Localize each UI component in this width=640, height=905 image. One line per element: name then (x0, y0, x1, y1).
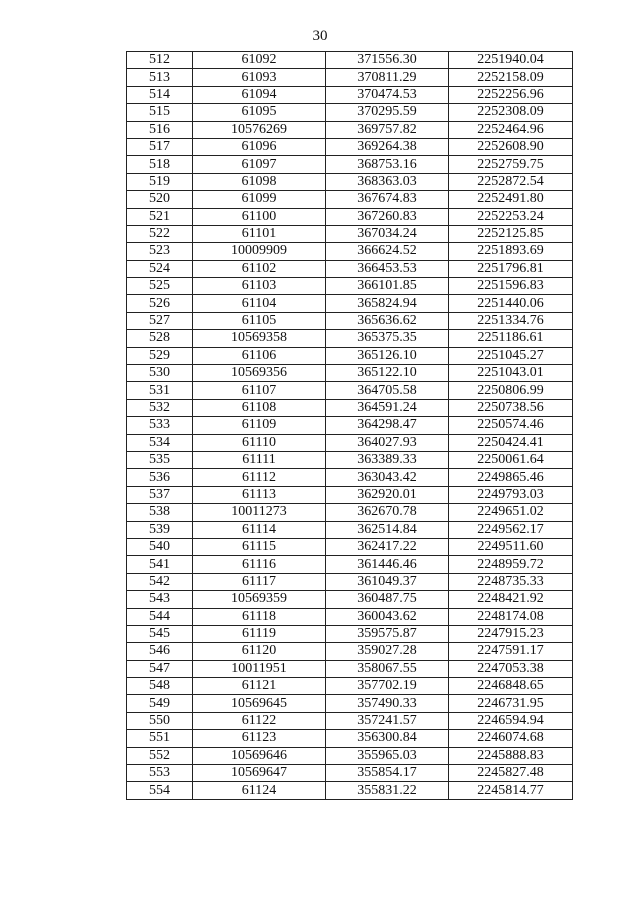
x-coordinate-cell: 370474.53 (326, 86, 449, 103)
y-coordinate-cell: 2246848.65 (449, 678, 573, 695)
table-row (127, 469, 573, 486)
row-number-cell: 545 (127, 625, 193, 642)
x-coordinate-cell: 362670.78 (326, 504, 449, 521)
point-id-cell: 61120 (193, 643, 326, 660)
x-coordinate-cell: 360487.75 (326, 591, 449, 608)
x-coordinate-cell: 359027.28 (326, 643, 449, 660)
row-number-cell: 540 (127, 538, 193, 555)
row-number-cell: 520 (127, 191, 193, 208)
table-row (127, 278, 573, 295)
row-number-cell: 534 (127, 434, 193, 451)
x-coordinate-cell: 367260.83 (326, 208, 449, 225)
y-coordinate-cell: 2246074.68 (449, 730, 573, 747)
table-row (127, 678, 573, 695)
row-number-cell: 549 (127, 695, 193, 712)
table-row (127, 69, 573, 86)
row-number-cell: 542 (127, 573, 193, 590)
x-coordinate-cell: 371556.30 (326, 52, 449, 69)
y-coordinate-cell: 2250738.56 (449, 399, 573, 416)
point-id-cell: 61096 (193, 138, 326, 155)
x-coordinate-cell: 362920.01 (326, 486, 449, 503)
point-id-cell: 61100 (193, 208, 326, 225)
y-coordinate-cell: 2251796.81 (449, 260, 573, 277)
x-coordinate-cell: 369757.82 (326, 121, 449, 138)
x-coordinate-cell: 364705.58 (326, 382, 449, 399)
point-id-cell: 61110 (193, 434, 326, 451)
table-row (127, 138, 573, 155)
point-id-cell: 61106 (193, 347, 326, 364)
y-coordinate-cell: 2252256.96 (449, 86, 573, 103)
table-row (127, 312, 573, 329)
y-coordinate-cell: 2252608.90 (449, 138, 573, 155)
y-coordinate-cell: 2245814.77 (449, 782, 573, 799)
y-coordinate-cell: 2251893.69 (449, 243, 573, 260)
table-row (127, 451, 573, 468)
row-number-cell: 527 (127, 312, 193, 329)
row-number-cell: 547 (127, 660, 193, 677)
row-number-cell: 541 (127, 556, 193, 573)
y-coordinate-cell: 2247915.23 (449, 625, 573, 642)
row-number-cell: 528 (127, 330, 193, 347)
y-coordinate-cell: 2245888.83 (449, 747, 573, 764)
x-coordinate-cell: 355965.03 (326, 747, 449, 764)
table-row (127, 782, 573, 799)
x-coordinate-cell: 366101.85 (326, 278, 449, 295)
table-row (127, 486, 573, 503)
y-coordinate-cell: 2249793.03 (449, 486, 573, 503)
x-coordinate-cell: 368363.03 (326, 173, 449, 190)
y-coordinate-cell: 2250574.46 (449, 417, 573, 434)
y-coordinate-cell: 2247591.17 (449, 643, 573, 660)
row-number-cell: 535 (127, 451, 193, 468)
point-id-cell: 61104 (193, 295, 326, 312)
y-coordinate-cell: 2251440.06 (449, 295, 573, 312)
x-coordinate-cell: 363389.33 (326, 451, 449, 468)
table-row (127, 712, 573, 729)
point-id-cell: 61115 (193, 538, 326, 555)
point-id-cell: 10569359 (193, 591, 326, 608)
y-coordinate-cell: 2251596.83 (449, 278, 573, 295)
row-number-cell: 537 (127, 486, 193, 503)
x-coordinate-cell: 365122.10 (326, 365, 449, 382)
row-number-cell: 551 (127, 730, 193, 747)
x-coordinate-cell: 370811.29 (326, 69, 449, 86)
row-number-cell: 533 (127, 417, 193, 434)
row-number-cell: 518 (127, 156, 193, 173)
point-id-cell: 61094 (193, 86, 326, 103)
point-id-cell: 61108 (193, 399, 326, 416)
y-coordinate-cell: 2252158.09 (449, 69, 573, 86)
x-coordinate-cell: 357702.19 (326, 678, 449, 695)
row-number-cell: 526 (127, 295, 193, 312)
table-row (127, 660, 573, 677)
x-coordinate-cell: 364298.47 (326, 417, 449, 434)
y-coordinate-cell: 2247053.38 (449, 660, 573, 677)
table-row (127, 730, 573, 747)
point-id-cell: 10011951 (193, 660, 326, 677)
y-coordinate-cell: 2252125.85 (449, 225, 573, 242)
row-number-cell: 552 (127, 747, 193, 764)
point-id-cell: 61099 (193, 191, 326, 208)
table-row (127, 765, 573, 782)
x-coordinate-cell: 365636.62 (326, 312, 449, 329)
table-row (127, 434, 573, 451)
y-coordinate-cell: 2252759.75 (449, 156, 573, 173)
y-coordinate-cell: 2249651.02 (449, 504, 573, 521)
table-row (127, 104, 573, 121)
y-coordinate-cell: 2246594.94 (449, 712, 573, 729)
table-row (127, 347, 573, 364)
y-coordinate-cell: 2250061.64 (449, 451, 573, 468)
table-row (127, 382, 573, 399)
x-coordinate-cell: 369264.38 (326, 138, 449, 155)
y-coordinate-cell: 2252308.09 (449, 104, 573, 121)
row-number-cell: 536 (127, 469, 193, 486)
table-row (127, 173, 573, 190)
point-id-cell: 61123 (193, 730, 326, 747)
table-row (127, 504, 573, 521)
row-number-cell: 514 (127, 86, 193, 103)
table-row (127, 295, 573, 312)
y-coordinate-cell: 2250424.41 (449, 434, 573, 451)
x-coordinate-cell: 365824.94 (326, 295, 449, 312)
row-number-cell: 546 (127, 643, 193, 660)
y-coordinate-cell: 2250806.99 (449, 382, 573, 399)
row-number-cell: 544 (127, 608, 193, 625)
point-id-cell: 10009909 (193, 243, 326, 260)
row-number-cell: 548 (127, 678, 193, 695)
point-id-cell: 61122 (193, 712, 326, 729)
table-row (127, 260, 573, 277)
y-coordinate-cell: 2251334.76 (449, 312, 573, 329)
table-row (127, 573, 573, 590)
x-coordinate-cell: 362514.84 (326, 521, 449, 538)
row-number-cell: 529 (127, 347, 193, 364)
row-number-cell: 553 (127, 765, 193, 782)
y-coordinate-cell: 2248959.72 (449, 556, 573, 573)
row-number-cell: 516 (127, 121, 193, 138)
row-number-cell: 521 (127, 208, 193, 225)
point-id-cell: 61097 (193, 156, 326, 173)
x-coordinate-cell: 358067.55 (326, 660, 449, 677)
table-row (127, 591, 573, 608)
y-coordinate-cell: 2249865.46 (449, 469, 573, 486)
row-number-cell: 522 (127, 225, 193, 242)
row-number-cell: 519 (127, 173, 193, 190)
point-id-cell: 10576269 (193, 121, 326, 138)
y-coordinate-cell: 2251940.04 (449, 52, 573, 69)
table-row (127, 643, 573, 660)
x-coordinate-cell: 365126.10 (326, 347, 449, 364)
table-row (127, 330, 573, 347)
point-id-cell: 61105 (193, 312, 326, 329)
point-id-cell: 61109 (193, 417, 326, 434)
y-coordinate-cell: 2252464.96 (449, 121, 573, 138)
table-row (127, 191, 573, 208)
y-coordinate-cell: 2248421.92 (449, 591, 573, 608)
point-id-cell: 10569356 (193, 365, 326, 382)
point-id-cell: 61093 (193, 69, 326, 86)
y-coordinate-cell: 2245827.48 (449, 765, 573, 782)
x-coordinate-cell: 357490.33 (326, 695, 449, 712)
x-coordinate-cell: 364591.24 (326, 399, 449, 416)
point-id-cell: 61111 (193, 451, 326, 468)
x-coordinate-cell: 363043.42 (326, 469, 449, 486)
point-id-cell: 61113 (193, 486, 326, 503)
point-id-cell: 61103 (193, 278, 326, 295)
x-coordinate-cell: 368753.16 (326, 156, 449, 173)
point-id-cell: 61118 (193, 608, 326, 625)
row-number-cell: 525 (127, 278, 193, 295)
x-coordinate-cell: 359575.87 (326, 625, 449, 642)
table-row (127, 208, 573, 225)
x-coordinate-cell: 370295.59 (326, 104, 449, 121)
row-number-cell: 523 (127, 243, 193, 260)
point-id-cell: 10011273 (193, 504, 326, 521)
table-row (127, 695, 573, 712)
x-coordinate-cell: 364027.93 (326, 434, 449, 451)
point-id-cell: 61107 (193, 382, 326, 399)
table-row (127, 556, 573, 573)
x-coordinate-cell: 355854.17 (326, 765, 449, 782)
table-row (127, 86, 573, 103)
y-coordinate-cell: 2249511.60 (449, 538, 573, 555)
coordinates-table (126, 51, 573, 800)
point-id-cell: 10569647 (193, 765, 326, 782)
coordinates-table-body (127, 52, 573, 800)
x-coordinate-cell: 367034.24 (326, 225, 449, 242)
y-coordinate-cell: 2248735.33 (449, 573, 573, 590)
point-id-cell: 61119 (193, 625, 326, 642)
y-coordinate-cell: 2249562.17 (449, 521, 573, 538)
point-id-cell: 61114 (193, 521, 326, 538)
table-row (127, 747, 573, 764)
point-id-cell: 10569646 (193, 747, 326, 764)
row-number-cell: 538 (127, 504, 193, 521)
point-id-cell: 61112 (193, 469, 326, 486)
x-coordinate-cell: 366453.53 (326, 260, 449, 277)
point-id-cell: 61095 (193, 104, 326, 121)
x-coordinate-cell: 361446.46 (326, 556, 449, 573)
table-row (127, 156, 573, 173)
row-number-cell: 550 (127, 712, 193, 729)
row-number-cell: 515 (127, 104, 193, 121)
point-id-cell: 61124 (193, 782, 326, 799)
row-number-cell: 531 (127, 382, 193, 399)
row-number-cell: 532 (127, 399, 193, 416)
x-coordinate-cell: 355831.22 (326, 782, 449, 799)
table-row (127, 365, 573, 382)
x-coordinate-cell: 365375.35 (326, 330, 449, 347)
point-id-cell: 61101 (193, 225, 326, 242)
row-number-cell: 539 (127, 521, 193, 538)
x-coordinate-cell: 360043.62 (326, 608, 449, 625)
table-row (127, 417, 573, 434)
table-row (127, 225, 573, 242)
row-number-cell: 524 (127, 260, 193, 277)
y-coordinate-cell: 2246731.95 (449, 695, 573, 712)
point-id-cell: 61098 (193, 173, 326, 190)
x-coordinate-cell: 361049.37 (326, 573, 449, 590)
row-number-cell: 512 (127, 52, 193, 69)
table-row (127, 521, 573, 538)
point-id-cell: 10569358 (193, 330, 326, 347)
point-id-cell: 61117 (193, 573, 326, 590)
y-coordinate-cell: 2251045.27 (449, 347, 573, 364)
y-coordinate-cell: 2252872.54 (449, 173, 573, 190)
point-id-cell: 61102 (193, 260, 326, 277)
table-row (127, 121, 573, 138)
y-coordinate-cell: 2251043.01 (449, 365, 573, 382)
table-row (127, 625, 573, 642)
x-coordinate-cell: 362417.22 (326, 538, 449, 555)
y-coordinate-cell: 2248174.08 (449, 608, 573, 625)
row-number-cell: 554 (127, 782, 193, 799)
table-row (127, 52, 573, 69)
y-coordinate-cell: 2252253.24 (449, 208, 573, 225)
x-coordinate-cell: 366624.52 (326, 243, 449, 260)
y-coordinate-cell: 2251186.61 (449, 330, 573, 347)
table-row (127, 608, 573, 625)
point-id-cell: 10569645 (193, 695, 326, 712)
x-coordinate-cell: 356300.84 (326, 730, 449, 747)
row-number-cell: 530 (127, 365, 193, 382)
point-id-cell: 61092 (193, 52, 326, 69)
row-number-cell: 517 (127, 138, 193, 155)
y-coordinate-cell: 2252491.80 (449, 191, 573, 208)
row-number-cell: 513 (127, 69, 193, 86)
x-coordinate-cell: 357241.57 (326, 712, 449, 729)
page-number: 30 (312, 28, 328, 44)
point-id-cell: 61121 (193, 678, 326, 695)
table-row (127, 243, 573, 260)
table-row (127, 538, 573, 555)
x-coordinate-cell: 367674.83 (326, 191, 449, 208)
table-row (127, 399, 573, 416)
point-id-cell: 61116 (193, 556, 326, 573)
row-number-cell: 543 (127, 591, 193, 608)
